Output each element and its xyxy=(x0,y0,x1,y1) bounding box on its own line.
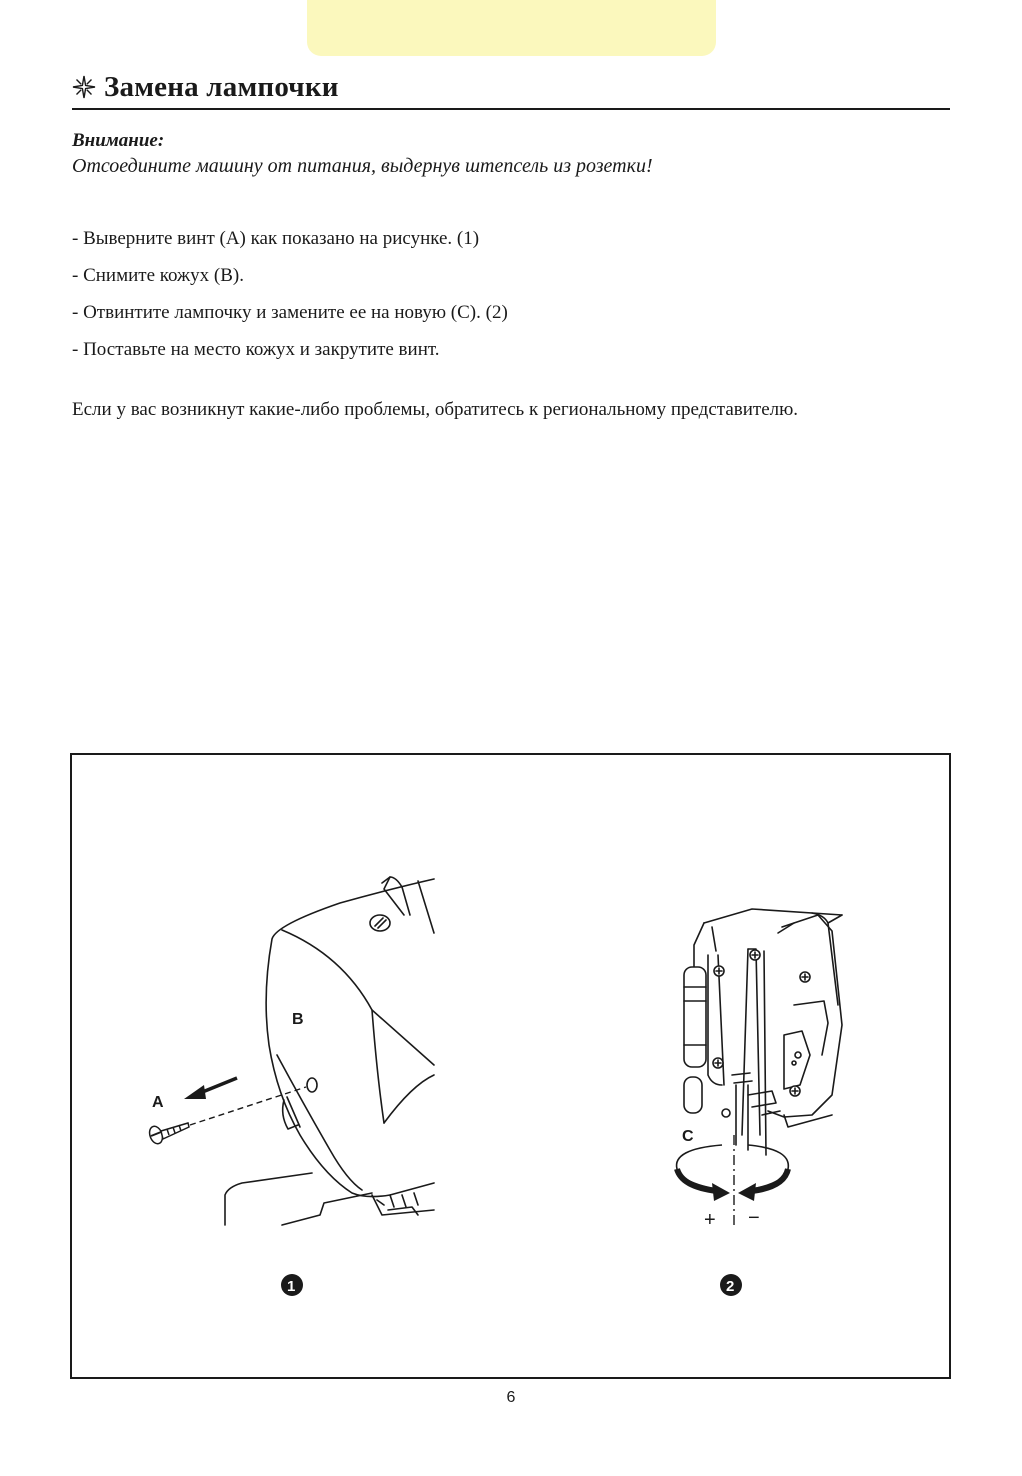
illustration-svg xyxy=(72,755,949,1377)
figure-number-1: 1 xyxy=(287,1278,296,1295)
minus-sign: − xyxy=(748,1207,760,1229)
label-b: B xyxy=(292,1011,304,1028)
figure-number-2-badge xyxy=(720,1274,742,1296)
warning-label: Внимание: xyxy=(72,130,165,151)
removal-arrow-icon xyxy=(184,1078,237,1099)
title-divider xyxy=(72,108,950,110)
plus-sign: + xyxy=(704,1209,716,1231)
illustration-box xyxy=(70,753,951,1379)
screw-path-line xyxy=(190,1087,306,1125)
figure-number-1-badge xyxy=(281,1274,303,1296)
page-title-text: Замена лампочки xyxy=(104,70,339,103)
step-item: - Отвинтите лампочку и замените ее на новую (С). (2) xyxy=(72,302,508,323)
label-c: C xyxy=(682,1128,694,1145)
header-tab xyxy=(307,0,716,56)
page-number: 6 xyxy=(506,1389,516,1406)
figure-number-2: 2 xyxy=(726,1278,735,1295)
contact-note: Если у вас возникнут какие-либо проблемы, обратитесь к региональному представителю. xyxy=(72,399,799,420)
sparkle-icon xyxy=(72,75,96,99)
step-item: - Снимите кожух (В). xyxy=(72,265,245,286)
warning-text: Отсоедините машину от питания, выдернув штепсель из розетки! xyxy=(72,155,653,177)
screw-icon xyxy=(147,1123,189,1146)
page-title xyxy=(72,66,950,108)
step-list xyxy=(72,226,508,374)
bulb-housing-drawing xyxy=(684,909,842,1155)
step-item: - Выверните винт (А) как показано на рисунке. (1) xyxy=(72,228,480,249)
label-a: A xyxy=(152,1094,164,1111)
rotation-arrows-icon xyxy=(677,1145,789,1201)
sewing-machine-head-drawing xyxy=(225,877,434,1225)
step-item: - Поставьте на место кожух и закрутите винт. xyxy=(72,339,440,360)
